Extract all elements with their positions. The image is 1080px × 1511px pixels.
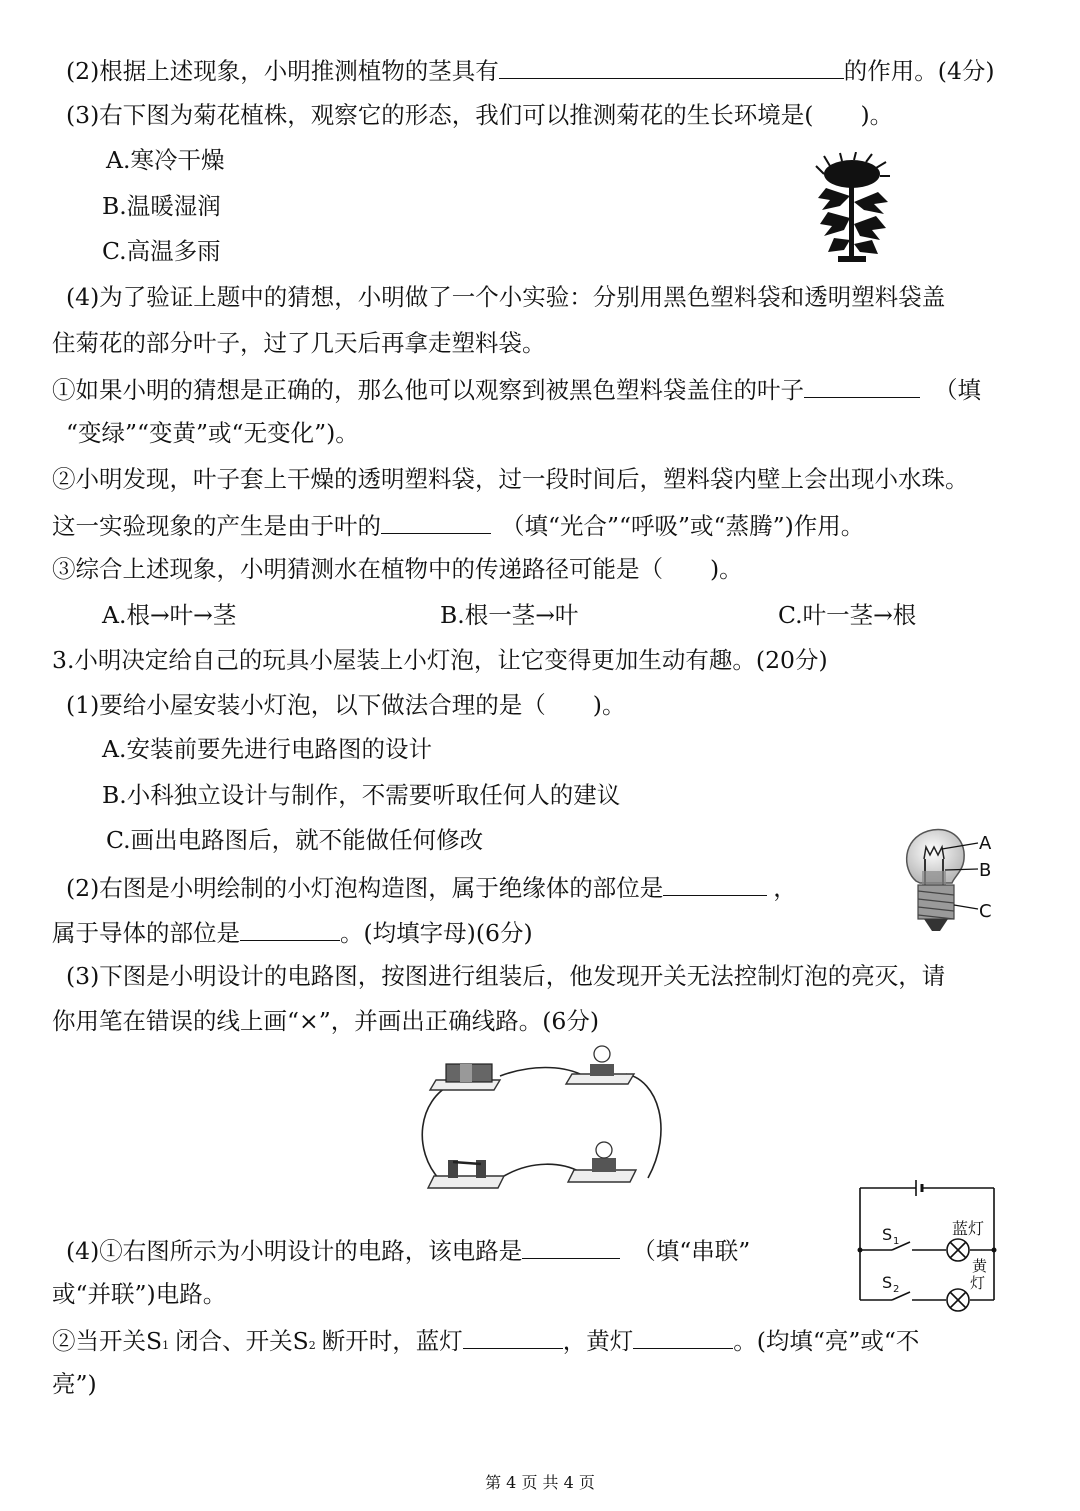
answer-blank[interactable] (381, 507, 491, 534)
bulb-bottom (568, 1142, 636, 1182)
q2-part3-option-a: A.寒冷干燥 (106, 146, 225, 174)
q2-sub1-pre: ①如果小明的猜想是正确的，那么他可以观察到被黑色塑料袋盖住的叶子 (52, 376, 804, 404)
s1-label: S (882, 1225, 893, 1244)
q2-sub3-option-a: A.根→叶→茎 (102, 601, 237, 629)
answer-blank[interactable] (463, 1322, 563, 1349)
bulb-top (566, 1046, 634, 1084)
q2-part4-line1: (4)为了验证上题中的猜想，小明做了一个小实验：分别用黑色塑料袋和透明塑料袋盖 (66, 283, 946, 311)
q3-part1-question: (1)要给小屋安装小灯泡，以下做法合理的是（ )。 (66, 691, 626, 719)
q3-part1-option-c: C.画出电路图后，就不能做任何修改 (106, 826, 484, 854)
bulb-label-a: A (979, 833, 992, 854)
q2-sub2-pre: 这一实验现象的产生是由于叶的 (52, 512, 381, 540)
battery-holder (430, 1064, 500, 1090)
q3-title: 3.小明决定给自己的玩具小屋装上小灯泡，让它变得更加生动有趣。(20分) (52, 646, 828, 674)
q3-sub2-d: ，黄灯 (562, 1327, 634, 1355)
q3-part2-post: ， (773, 874, 797, 902)
q2-sub1-post: （填 (934, 376, 981, 404)
q2-sub3-option-c: C.叶一茎→根 (778, 601, 917, 629)
answer-blank[interactable] (522, 1232, 620, 1259)
q3-part1-option-a: A.安装前要先进行电路图的设计 (102, 735, 432, 763)
q2-part4-line2: 住菊花的部分叶子，过了几天后再拿走塑料袋。 (52, 329, 546, 357)
s2-sub: 2 (893, 1284, 900, 1295)
bulb-label-c: C (979, 901, 992, 922)
blue-lamp-label: 蓝灯 (952, 1219, 985, 1238)
q3-part3-line1: (3)下图是小明设计的电路图，按图进行组装后，他发现开关无法控制灯泡的亮灭，请 (66, 962, 946, 990)
q3-part2-line1 (66, 869, 797, 905)
schematic-circuit (852, 1176, 1002, 1312)
physical-circuit-figure (412, 1040, 674, 1200)
q2-part3-question: (3)右下图为菊花植株，观察它的形态，我们可以推测菊花的生长环境是( )。 (66, 101, 894, 129)
answer-blank[interactable] (633, 1322, 733, 1349)
answer-blank[interactable] (240, 914, 340, 941)
q2-part2-pre: (2)根据上述现象，小明推测植物的茎具有 (66, 57, 499, 85)
light-bulb-diagram (898, 825, 998, 940)
q3-part4-sub2-line2: 亮”) (52, 1370, 97, 1398)
q3-part2-pre: (2)右图是小明绘制的小灯泡构造图，属于绝缘体的部位是 (66, 874, 664, 902)
q3-sub2-b: 闭合、开关S (175, 1327, 309, 1355)
answer-blank[interactable] (499, 52, 844, 79)
page-footer: 第 4 页 共 4 页 (485, 1473, 595, 1492)
q2-part4-sub1-line2: “变绿”“变黄”或“无变化”)。 (66, 419, 359, 447)
q3-sub2-c: 断开时，蓝灯 (321, 1327, 463, 1355)
bulb-label-b: B (979, 860, 992, 881)
q3-part1-option-b: B.小科独立设计与制作，不需要听取任何人的建议 (102, 781, 621, 809)
q3-part3-line2: 你用笔在错误的线上画“×”，并画出正确线路。(6分) (52, 1007, 600, 1035)
q2-sub2-post: （填“光合”“呼吸”或“蒸腾”)作用。 (501, 512, 865, 540)
q2-part4-sub2-line2 (52, 507, 864, 543)
yellow-lamp-label-bottom: 灯 (970, 1274, 986, 1292)
answer-blank[interactable] (804, 371, 920, 398)
chrysanthemum-figure (810, 152, 895, 264)
switch (428, 1160, 504, 1188)
q3-part2-line2-post: 。(均填字母)(6分) (340, 919, 533, 947)
q3-part2-line2 (52, 914, 533, 950)
q3-part4-sub2: ②当开关S1 闭合、开关S2 断开时，蓝灯 ，黄灯 。(均填“亮”或“不 (52, 1322, 919, 1363)
q3-part4-post: （填“串联” (632, 1237, 751, 1265)
q2-part4-sub1 (52, 371, 981, 407)
s1-sub: 1 (893, 1236, 900, 1247)
q2-sub3-option-b: B.根一茎→叶 (440, 601, 579, 629)
q2-part3-option-b: B.温暖湿润 (102, 192, 221, 220)
answer-blank[interactable] (663, 869, 767, 896)
yellow-lamp-label-top: 黄 (972, 1257, 988, 1275)
q3-sub2-e: 。(均填“亮”或“不 (733, 1327, 920, 1355)
q2-part4-sub3: ③综合上述现象，小明猜测水在植物中的传递路径可能是（ )。 (52, 555, 743, 583)
q2-part2-post: 的作用。(4分) (843, 57, 995, 85)
q3-part4-line1 (66, 1232, 750, 1268)
q2-part3-option-c: C.高温多雨 (102, 237, 221, 265)
q3-part4-pre: (4)①右图所示为小明设计的电路，该电路是 (66, 1237, 523, 1265)
q2-part4-sub2-line1: ②小明发现，叶子套上干燥的透明塑料袋，过一段时间后，塑料袋内壁上会出现小水珠。 (52, 465, 969, 493)
q2-part2-line (66, 52, 995, 88)
q3-part4-line2: 或“并联”)电路。 (52, 1280, 227, 1308)
s2-label: S (882, 1273, 893, 1292)
q3-sub2-a: ②当开关S (52, 1327, 163, 1355)
q3-part2-line2-pre: 属于导体的部位是 (52, 919, 240, 947)
